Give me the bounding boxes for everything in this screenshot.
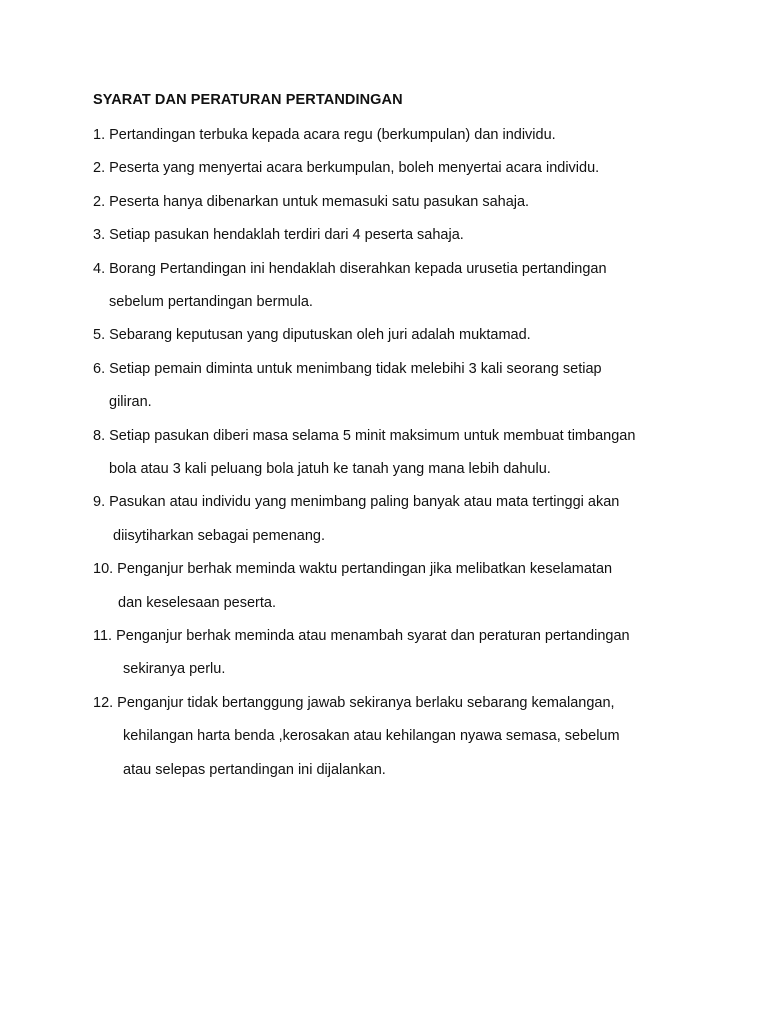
rule-line: 4. Borang Pertandingan ini hendaklah diserahkan kepada urusetia pertandingan (93, 261, 607, 277)
rule-line-continuation: bola atau 3 kali peluang bola jatuh ke tanah yang mana lebih dahulu. (109, 461, 551, 477)
rule-line-continuation: giliran. (109, 394, 152, 410)
rule-line: 11. Penganjur berhak meminda atau menambah syarat dan peraturan pertandingan (93, 628, 630, 644)
rule-line-continuation: sekiranya perlu. (123, 661, 226, 677)
rule-line-continuation: atau selepas pertandingan ini dijalankan. (123, 762, 386, 778)
rule-line: 2. Peserta hanya dibenarkan untuk memasuki satu pasukan sahaja. (93, 194, 530, 210)
rule-line: 9. Pasukan atau individu yang menimbang paling banyak atau mata tertinggi akan (93, 494, 620, 510)
rule-line-continuation: sebelum pertandingan bermula. (109, 294, 313, 310)
rule-line: 12. Penganjur tidak bertanggung jawab sekiranya berlaku sebarang kemalangan, (93, 695, 615, 711)
rule-line: 3. Setiap pasukan hendaklah terdiri dari 4 peserta sahaja. (93, 227, 464, 243)
rule-line: 8. Setiap pasukan diberi masa selama 5 minit maksimum untuk membuat timbangan (93, 428, 636, 444)
rule-line: 1. Pertandingan terbuka kepada acara regu (berkumpulan) dan individu. (93, 127, 556, 143)
rule-line-continuation: dan keselesaan peserta. (118, 595, 276, 611)
document-title: SYARAT DAN PERATURAN PERTANDINGAN (93, 92, 403, 108)
rule-line: 10. Penganjur berhak meminda waktu pertandingan jika melibatkan keselamatan (93, 561, 613, 577)
rule-line-continuation: kehilangan harta benda ,kerosakan atau kehilangan nyawa semasa, sebelum (123, 728, 620, 744)
rule-line: 5. Sebarang keputusan yang diputuskan oleh juri adalah muktamad. (93, 327, 531, 343)
rule-line: 6. Setiap pemain diminta untuk menimbang tidak melebihi 3 kali seorang setiap (93, 361, 602, 377)
rule-line: 2. Peserta yang menyertai acara berkumpulan, boleh menyertai acara individu. (93, 160, 600, 176)
rule-line-continuation: diisytiharkan sebagai pemenang. (113, 528, 325, 544)
